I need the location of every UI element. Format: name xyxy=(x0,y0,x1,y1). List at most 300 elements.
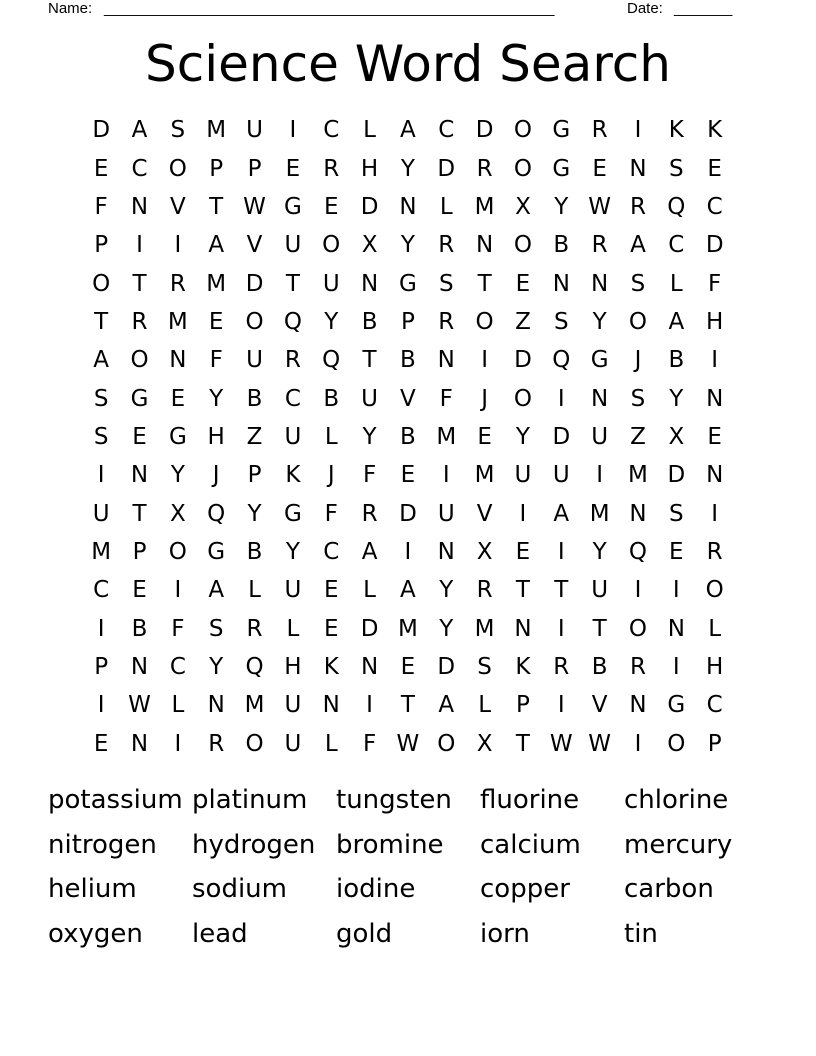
grid-cell: U xyxy=(246,117,263,144)
grid-cell: A xyxy=(131,117,148,144)
grid-cell: F xyxy=(439,385,453,412)
grid-cell: R xyxy=(438,308,455,335)
grid-cell: Q xyxy=(667,193,686,220)
grid-cell: H xyxy=(706,653,724,680)
word-bank-item: tin xyxy=(624,919,658,950)
grid-cell: S xyxy=(630,385,646,412)
grid-cell: M xyxy=(474,193,495,220)
grid-cell: I xyxy=(174,232,182,259)
grid-cell: M xyxy=(244,692,265,719)
grid-cell: Q xyxy=(283,308,302,335)
grid-cell: Y xyxy=(554,193,569,220)
grid-cell: D xyxy=(437,653,456,680)
grid-cell: E xyxy=(323,193,339,220)
grid-cell: I xyxy=(519,500,527,527)
grid-cell: N xyxy=(629,692,647,719)
grid-cell: M xyxy=(167,308,188,335)
grid-cell: C xyxy=(93,577,110,604)
grid-cell: I xyxy=(634,117,642,144)
grid-row xyxy=(82,149,734,187)
grid-cell: R xyxy=(438,232,455,259)
grid-cell: Q xyxy=(628,538,648,565)
grid-cell: M xyxy=(206,117,227,144)
grid-cell: O xyxy=(513,385,532,412)
grid-cell: U xyxy=(591,577,609,604)
grid-cell: K xyxy=(707,117,723,144)
grid-cell: G xyxy=(283,500,302,527)
grid-cell: U xyxy=(552,462,570,489)
grid-cell: O xyxy=(667,730,686,757)
grid-cell: O xyxy=(513,232,532,259)
grid-cell: K xyxy=(668,117,684,144)
grid-cell: V xyxy=(400,385,416,412)
grid-cell: Y xyxy=(285,538,300,565)
grid-cell: X xyxy=(169,500,186,527)
name-label: Name: xyxy=(48,0,93,17)
grid-cell: R xyxy=(131,308,148,335)
grid-cell: E xyxy=(707,423,722,450)
grid-cell: O xyxy=(130,347,149,374)
grid-cell: P xyxy=(132,538,147,565)
word-bank-item: mercury xyxy=(624,829,733,860)
grid-cell: S xyxy=(669,155,684,182)
grid-cell: Y xyxy=(170,462,185,489)
grid-cell: D xyxy=(360,615,379,642)
grid-cell: C xyxy=(706,193,723,220)
grid-cell: Y xyxy=(669,385,684,412)
grid-cell: Y xyxy=(324,308,339,335)
grid-cell: S xyxy=(93,385,109,412)
grid-cell: T xyxy=(554,577,569,604)
grid-cell: E xyxy=(93,155,109,182)
grid-cell: L xyxy=(286,615,300,642)
grid-cell: U xyxy=(284,577,302,604)
grid-cell: O xyxy=(628,308,648,335)
grid-cell: A xyxy=(361,538,378,565)
grid-cell: C xyxy=(668,232,685,259)
grid-cell: B xyxy=(131,615,148,642)
grid-cell: O xyxy=(513,155,532,182)
grid-cell: I xyxy=(97,615,105,642)
grid-cell: R xyxy=(323,155,340,182)
grid-cell: U xyxy=(322,270,340,297)
grid-cell: P xyxy=(707,730,722,757)
grid-cell: O xyxy=(245,308,264,335)
grid-cell: R xyxy=(361,500,378,527)
grid-row xyxy=(82,648,734,686)
grid-cell: H xyxy=(360,155,379,182)
grid-cell: W xyxy=(243,193,266,220)
grid-cell: K xyxy=(323,653,339,680)
word-bank-item: fluorine xyxy=(480,785,580,815)
grid-cell: P xyxy=(209,155,224,182)
grid-cell: A xyxy=(668,308,685,335)
grid-cell: F xyxy=(171,615,185,642)
grid-cell: R xyxy=(208,730,225,757)
grid-row xyxy=(82,494,734,532)
grid-row xyxy=(82,188,734,226)
page-title: Science Word Search xyxy=(145,35,671,93)
grid-cell: I xyxy=(711,347,719,374)
grid-cell: M xyxy=(436,423,457,450)
grid-cell: R xyxy=(553,653,570,680)
grid-cell: R xyxy=(284,347,301,374)
grid-cell: E xyxy=(515,270,531,297)
grid-cell: D xyxy=(667,462,686,489)
grid-cell: N xyxy=(476,232,494,259)
grid-row xyxy=(82,264,734,302)
grid-cell: A xyxy=(400,117,416,144)
grid-cell: E xyxy=(477,423,492,450)
grid-cell: W xyxy=(128,692,151,719)
grid-cell: N xyxy=(437,347,455,374)
word-bank-item: gold xyxy=(336,919,393,950)
grid-cell: O xyxy=(322,232,341,259)
grid-cell: B xyxy=(361,308,378,335)
grid-cell: E xyxy=(515,538,531,565)
grid-cell: H xyxy=(284,653,302,680)
grid-cell: D xyxy=(245,270,264,297)
grid-cell: Y xyxy=(400,155,415,182)
grid-cell: W xyxy=(588,730,612,757)
grid-cell: H xyxy=(706,308,724,335)
grid-cell: R xyxy=(169,270,186,297)
grid-cell: R xyxy=(476,577,493,604)
grid-cell: Z xyxy=(515,308,531,335)
grid-cell: N xyxy=(130,462,149,489)
grid-cell: G xyxy=(667,692,686,719)
grid-cell: U xyxy=(284,423,302,450)
grid-cell: I xyxy=(97,692,105,719)
grid-cell: C xyxy=(323,538,340,565)
grid-cell: N xyxy=(706,385,724,412)
grid-cell: O xyxy=(245,730,264,757)
grid-cell: L xyxy=(363,117,376,144)
grid-cell: T xyxy=(400,692,415,719)
grid-row xyxy=(82,725,734,763)
grid-cell: F xyxy=(708,270,722,297)
grid-cell: I xyxy=(404,538,412,565)
grid-cell: T xyxy=(209,193,224,220)
grid-cell: Y xyxy=(592,538,607,565)
word-bank-item: potassium xyxy=(48,785,183,815)
grid-cell: N xyxy=(360,653,379,680)
grid-cell: L xyxy=(248,577,261,604)
grid-cell: I xyxy=(442,462,450,489)
grid-cell: S xyxy=(170,117,186,144)
grid-cell: I xyxy=(557,692,565,719)
grid-cell: W xyxy=(396,730,420,757)
grid-cell: I xyxy=(481,347,488,374)
grid-cell: X xyxy=(668,423,685,450)
grid-cell: X xyxy=(515,193,531,220)
grid-row xyxy=(82,226,734,264)
grid-cell: D xyxy=(552,423,571,450)
grid-cell: B xyxy=(323,385,340,412)
grid-cell: G xyxy=(168,423,187,450)
grid-cell: R xyxy=(591,232,608,259)
grid-row xyxy=(82,609,734,647)
word-bank-item: iodine xyxy=(336,874,416,905)
grid-cell: C xyxy=(706,692,723,719)
grid-cell: C xyxy=(169,653,186,680)
grid-row xyxy=(82,111,734,149)
grid-cell: L xyxy=(324,423,338,450)
grid-row xyxy=(82,379,734,417)
grid-cell: O xyxy=(92,270,111,297)
grid-cell: I xyxy=(557,385,565,412)
grid-cell: Y xyxy=(515,423,530,450)
grid-cell: S xyxy=(630,270,646,297)
grid-cell: R xyxy=(591,117,608,144)
grid-cell: A xyxy=(630,232,646,259)
grid-cell: A xyxy=(553,500,570,527)
grid-cell: I xyxy=(672,653,680,680)
grid-cell: T xyxy=(94,308,109,335)
grid-cell: O xyxy=(168,538,187,565)
word-bank-item: platinum xyxy=(192,785,308,815)
grid-cell: T xyxy=(515,577,530,604)
grid-cell: E xyxy=(285,155,301,182)
grid-cell: V xyxy=(476,500,493,527)
grid-cell: E xyxy=(93,730,109,757)
word-bank-item: copper xyxy=(480,874,570,905)
grid-cell: Y xyxy=(439,577,454,604)
grid-cell: O xyxy=(513,117,532,144)
grid-cell: L xyxy=(171,692,185,719)
grid-cell: B xyxy=(591,653,608,680)
grid-cell: A xyxy=(438,692,455,719)
grid-cell: O xyxy=(705,577,724,604)
grid-cell: Y xyxy=(362,423,377,450)
grid-cell: I xyxy=(672,577,680,604)
grid-cell: N xyxy=(552,270,570,297)
grid-cell: E xyxy=(132,423,147,450)
grid-cell: Y xyxy=(209,653,224,680)
grid-cell: N xyxy=(629,155,647,182)
word-bank-item: hydrogen xyxy=(192,829,316,860)
grid-cell: O xyxy=(475,308,494,335)
grid-cell: N xyxy=(169,347,187,374)
grid-cell: G xyxy=(552,155,571,182)
word-bank-item: helium xyxy=(48,874,137,905)
grid-cell: B xyxy=(400,423,416,450)
grid-cell: N xyxy=(130,730,149,757)
grid-cell: N xyxy=(629,500,647,527)
grid-cell: N xyxy=(591,385,609,412)
grid-cell: I xyxy=(634,730,642,757)
grid-cell: B xyxy=(400,347,416,374)
grid-row xyxy=(82,341,734,379)
name-blank-line: ______________________________________________________ xyxy=(104,0,555,17)
grid-cell: K xyxy=(515,653,531,680)
grid-row xyxy=(82,418,734,456)
grid-cell: U xyxy=(284,730,302,757)
grid-cell: N xyxy=(399,193,417,220)
grid-cell: U xyxy=(284,692,302,719)
grid-cell: U xyxy=(284,232,302,259)
grid-cell: U xyxy=(92,500,110,527)
grid-cell: I xyxy=(174,577,182,604)
grid-cell: R xyxy=(629,653,646,680)
grid-cell: I xyxy=(174,730,182,757)
grid-cell: C xyxy=(131,155,148,182)
word-bank-item: tungsten xyxy=(336,785,452,815)
grid-cell: N xyxy=(130,653,149,680)
grid-cell: M xyxy=(474,615,495,642)
grid-cell: S xyxy=(438,270,454,297)
grid-cell: Y xyxy=(209,385,224,412)
grid-cell: T xyxy=(592,615,607,642)
grid-cell: B xyxy=(246,385,263,412)
grid-cell: G xyxy=(283,193,302,220)
grid-cell: S xyxy=(93,423,109,450)
header-row xyxy=(48,0,748,20)
grid-cell: H xyxy=(207,423,225,450)
grid-cell: Q xyxy=(207,500,226,527)
grid-cell: I xyxy=(136,232,143,259)
grid-cell: L xyxy=(324,730,338,757)
grid-cell: L xyxy=(669,270,683,297)
grid-cell: V xyxy=(591,692,608,719)
grid-row xyxy=(82,571,734,609)
grid-cell: N xyxy=(706,462,724,489)
grid-cell: M xyxy=(628,462,648,489)
word-bank-item: lead xyxy=(192,919,248,950)
grid-cell: S xyxy=(669,500,684,527)
grid-cell: N xyxy=(322,692,340,719)
grid-cell: P xyxy=(516,692,530,719)
grid-cell: I xyxy=(711,500,719,527)
grid-cell: I xyxy=(634,577,642,604)
grid-cell: E xyxy=(170,385,186,412)
grid-cell: A xyxy=(208,232,225,259)
grid-cell: A xyxy=(208,577,225,604)
grid-cell: I xyxy=(596,462,604,489)
grid-cell: G xyxy=(590,347,609,374)
grid-cell: I xyxy=(557,615,565,642)
grid-cell: K xyxy=(285,462,301,489)
date-label: Date: xyxy=(627,0,663,17)
letter-grid xyxy=(82,111,734,763)
grid-cell: F xyxy=(362,730,377,757)
grid-cell: L xyxy=(363,577,376,604)
grid-cell: B xyxy=(668,347,685,374)
grid-cell: N xyxy=(360,270,379,297)
grid-cell: U xyxy=(591,423,609,450)
word-bank-item: chlorine xyxy=(624,785,729,815)
grid-row xyxy=(82,686,734,724)
grid-cell: D xyxy=(360,193,379,220)
grid-cell: I xyxy=(289,117,297,144)
grid-cell: M xyxy=(474,462,495,489)
grid-cell: E xyxy=(132,577,147,604)
grid-cell: D xyxy=(399,500,417,527)
grid-cell: E xyxy=(323,615,339,642)
grid-cell: A xyxy=(400,577,416,604)
grid-cell: Q xyxy=(552,347,571,374)
grid-cell: L xyxy=(439,193,453,220)
grid-cell: S xyxy=(477,653,492,680)
grid-cell: M xyxy=(589,500,610,527)
grid-cell: X xyxy=(361,232,378,259)
grid-cell: J xyxy=(481,385,488,412)
grid-cell: E xyxy=(323,577,339,604)
grid-cell: O xyxy=(168,155,187,182)
grid-cell: J xyxy=(327,462,335,489)
grid-cell: N xyxy=(514,615,532,642)
grid-cell: N xyxy=(130,193,149,220)
grid-cell: E xyxy=(669,538,684,565)
grid-cell: Q xyxy=(245,653,264,680)
grid-cell: S xyxy=(208,615,224,642)
grid-cell: I xyxy=(557,538,565,565)
grid-cell: B xyxy=(553,232,570,259)
grid-cell: M xyxy=(91,538,112,565)
grid-cell: G xyxy=(130,385,149,412)
grid-cell: S xyxy=(553,308,569,335)
word-bank-item: bromine xyxy=(336,829,444,860)
grid-cell: Y xyxy=(247,500,262,527)
grid-cell: P xyxy=(94,232,109,259)
grid-cell: R xyxy=(629,193,646,220)
word-bank xyxy=(48,778,768,957)
grid-cell: R xyxy=(706,538,723,565)
grid-cell: B xyxy=(246,538,263,565)
grid-cell: E xyxy=(208,308,224,335)
grid-cell: N xyxy=(437,538,455,565)
grid-cell: G xyxy=(207,538,226,565)
grid-cell: J xyxy=(634,347,642,374)
grid-cell: D xyxy=(475,117,494,144)
grid-cell: Z xyxy=(630,423,646,450)
grid-cell: C xyxy=(438,117,455,144)
grid-cell: D xyxy=(514,347,532,374)
grid-cell: R xyxy=(476,155,493,182)
grid-cell: C xyxy=(323,117,340,144)
grid-cell: J xyxy=(212,462,220,489)
grid-cell: O xyxy=(628,615,648,642)
grid-row xyxy=(82,456,734,494)
word-bank-item: carbon xyxy=(624,874,714,905)
grid-cell: W xyxy=(549,730,573,757)
grid-cell: P xyxy=(94,653,109,680)
grid-cell: M xyxy=(206,270,227,297)
grid-cell: Y xyxy=(439,615,454,642)
grid-cell: Y xyxy=(400,232,415,259)
grid-cell: F xyxy=(362,462,377,489)
grid-cell: O xyxy=(437,730,456,757)
grid-cell: L xyxy=(478,692,492,719)
grid-cell: M xyxy=(397,615,418,642)
word-bank-item: oxygen xyxy=(48,919,143,950)
grid-cell: Y xyxy=(592,308,607,335)
grid-cell: D xyxy=(437,155,456,182)
date-blank-line: _______ xyxy=(674,0,733,17)
grid-cell: V xyxy=(246,232,263,259)
grid-cell: U xyxy=(361,385,378,412)
grid-cell: T xyxy=(477,270,492,297)
word-bank-item: nitrogen xyxy=(48,829,157,860)
grid-cell: T xyxy=(132,270,147,297)
grid-cell: E xyxy=(707,155,722,182)
grid-cell: R xyxy=(246,615,263,642)
grid-cell: F xyxy=(324,500,338,527)
grid-cell: L xyxy=(708,615,722,642)
grid-cell: G xyxy=(399,270,417,297)
grid-cell: E xyxy=(592,155,607,182)
grid-cell: D xyxy=(92,117,111,144)
